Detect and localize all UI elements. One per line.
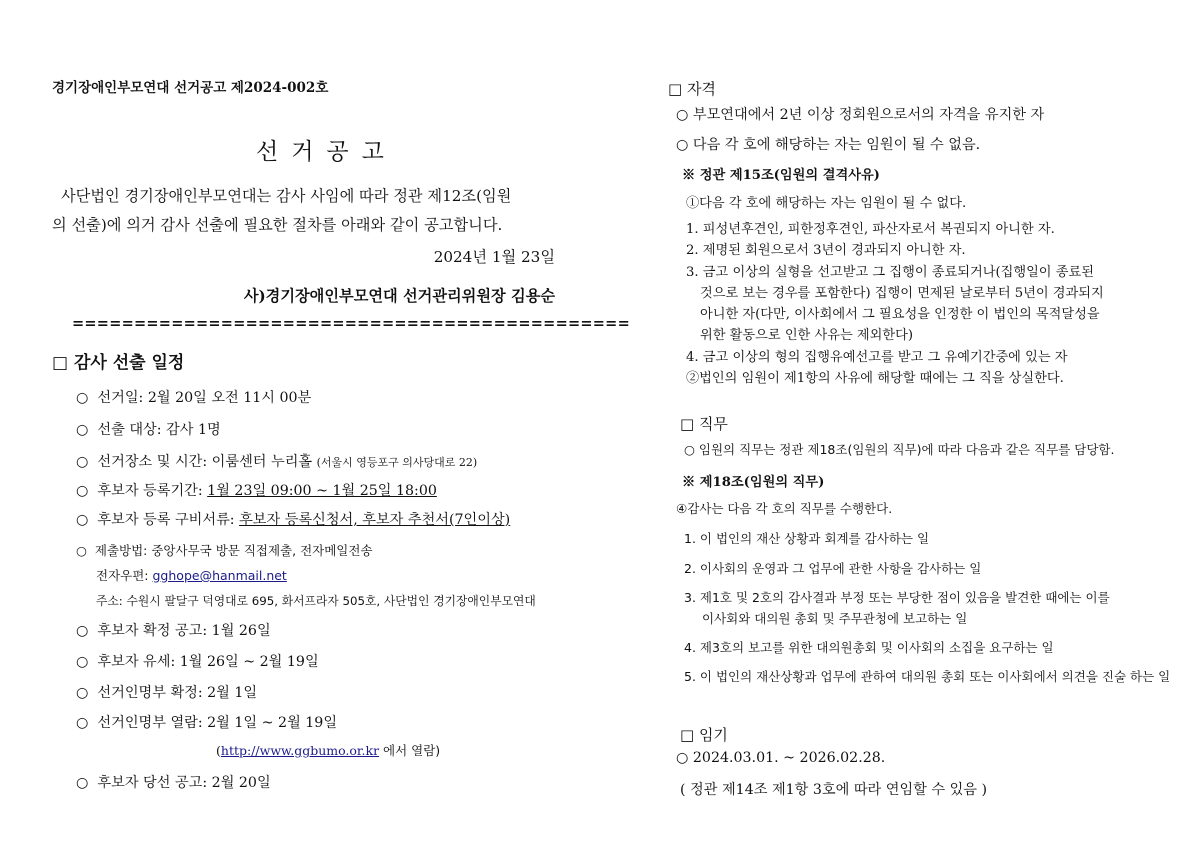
bullet-icon: ○ [76,512,89,528]
intro-line-2: 의 선출)에 의거 감사 선출에 필요한 절차를 아래와 같이 공고합니다. [52,216,503,234]
list-item: ○ 후보자 확정 공고: 1월 26일 [76,623,271,639]
qualification-item: ○ 부모연대에서 2년 이상 정회원으로서의 자격을 유지한 자 [676,107,1045,123]
bullet-icon: ○ [76,543,87,558]
bullet-icon: ○ [76,454,89,470]
address-line: 주소: 수원시 팔달구 덕영대로 695, 화서프라자 505호, 사단법인 경기장애인부모연대 [96,594,536,608]
article-paragraph: ④감사는 다음 각 호의 직무를 수행한다. [676,501,893,516]
article-item: 2. 제명된 회원으로서 3년이 경과되지 아니한 자. [686,243,966,258]
list-item: ○ 후보자 등록기간: 1월 23일 09:00 ~ 1월 25일 18:00 [76,483,437,499]
notice-date: 2024년 1월 23일 [433,248,555,266]
roster-url-line: (http://www.ggbumo.or.kr 에서 열람) [216,743,441,758]
article-paragraph: ②법인의 임원이 제1항의 사유에 해당할 때에는 그 직을 상실한다. [686,371,1064,386]
bullet-icon: ○ [76,685,89,701]
article-item: 4. 제3호의 보고를 위한 대의원총회 및 이사회의 소집을 요구하는 일 [684,640,1054,655]
website-link[interactable]: http://www.ggbumo.or.kr [220,743,380,758]
bullet-icon: ○ [76,775,89,791]
duty-item: ○ 임원의 직무는 정관 제18조(임원의 직무)에 따라 다음과 같은 직무를 담당함. [684,442,1115,457]
bullet-icon: ○ [76,422,89,438]
qualification-title: □ 자격 [668,80,716,98]
list-item: ○ 선거인명부 확정: 2월 1일 [76,685,258,701]
term-item: ○ 2024.03.01. ~ 2026.02.28. [676,750,886,766]
schedule-section-title: □ 감사 선출 일정 [52,353,185,373]
qualification-item: ○ 다음 각 호에 해당하는 자는 임원이 될 수 없음. [676,137,981,153]
article-item-cont: 아니한 자(다만, 이사회에서 그 필요성을 인정한 이 법인의 목적달성을 [700,307,1100,322]
email-link[interactable]: gghope@hanmail.net [152,568,287,583]
bullet-icon: ○ [76,654,89,670]
article-item-cont: 것으로 보는 경우를 포함한다) 집행이 면제된 날로부터 5년이 경과되지 [700,286,1104,301]
notice-header: 경기장애인부모연대 선거공고 제2024-002호 [52,80,329,96]
article-15-title: ※ 정관 제15조(임원의 결격사유) [682,168,880,183]
registration-period: 1월 23일 09:00 ~ 1월 25일 18:00 [207,483,437,499]
page-title: 선거공고 [256,139,397,165]
list-item: ○ 선거일: 2월 20일 오전 11시 00분 [76,390,312,406]
list-item: ○ 후보자 등록 구비서류: 후보자 등록신청서, 후보자 추천서(7인이상) [76,512,511,528]
article-item: 5. 이 법인의 재산상황과 업무에 관하여 대의원 총회 또는 이사회에서 의견을 진술 하는 일 [684,669,1171,684]
article-item: 1. 피성년후견인, 피한정후견인, 파산자로서 복권되지 아니한 자. [686,222,1055,237]
article-item: 3. 금고 이상의 실형을 선고받고 그 집행이 종료되거나(집행일이 종료된 [686,265,1094,280]
article-18-title: ※ 제18조(임원의 직무) [682,475,825,490]
article-item-cont: 위한 활동으로 인한 사유는 제외한다) [700,328,913,343]
list-item: ○ 후보자 당선 공고: 2월 20일 [76,775,271,791]
list-item: ○ 선거인명부 열람: 2월 1일 ~ 2월 19일 [76,715,338,731]
list-item: ○ 선거장소 및 시간: 이룸센터 누리홀 (서울시 영등포구 의사당대로 22) [76,454,478,470]
intro-line-1: 사단법인 경기장애인부모연대는 감사 사임에 따라 정관 제12조(임원 [61,187,512,205]
article-item: 4. 금고 이상의 형의 집행유예선고를 받고 그 유예기간중에 있는 자 [686,350,1068,365]
bullet-icon: ○ [76,483,89,499]
divider: ============================================= [72,315,630,332]
term-note: ( 정관 제14조 제1항 3호에 따라 연임할 수 있음 ) [680,782,988,798]
list-item: ○ 선출 대상: 감사 1명 [76,422,221,438]
signature: 사)경기장애인부모연대 선거관리위원장 김용순 [243,287,555,305]
list-item: ○ 제출방법: 중앙사무국 방문 직접제출, 전자메일전송 [76,543,373,558]
term-title: □ 임기 [680,726,728,744]
duty-title: □ 직무 [680,415,728,433]
article-item: 2. 이사회의 운영과 그 업무에 관한 사항을 감사하는 일 [684,561,982,576]
bullet-icon: ○ [76,715,89,731]
email-line: 전자우편: gghope@hanmail.net [96,568,287,583]
venue-address: (서울시 영등포구 의사당대로 22) [316,456,478,469]
article-item: 3. 제1호 및 2호의 감사결과 부정 또는 부당한 점이 있음을 발견한 때에는 이를 [684,590,1110,605]
article-item: 1. 이 법인의 재산 상황과 회계를 감사하는 일 [684,531,930,546]
required-documents: 후보자 등록신청서, 후보자 추천서(7인이상) [239,512,511,528]
article-paragraph: ①다음 각 호에 해당하는 자는 임원이 될 수 없다. [686,196,967,211]
bullet-icon: ○ [76,390,89,406]
bullet-icon: ○ [76,623,89,639]
list-item: ○ 후보자 유세: 1월 26일 ~ 2월 19일 [76,654,319,670]
article-item-cont: 이사회와 대의원 총회 및 주무관청에 보고하는 일 [702,611,968,626]
